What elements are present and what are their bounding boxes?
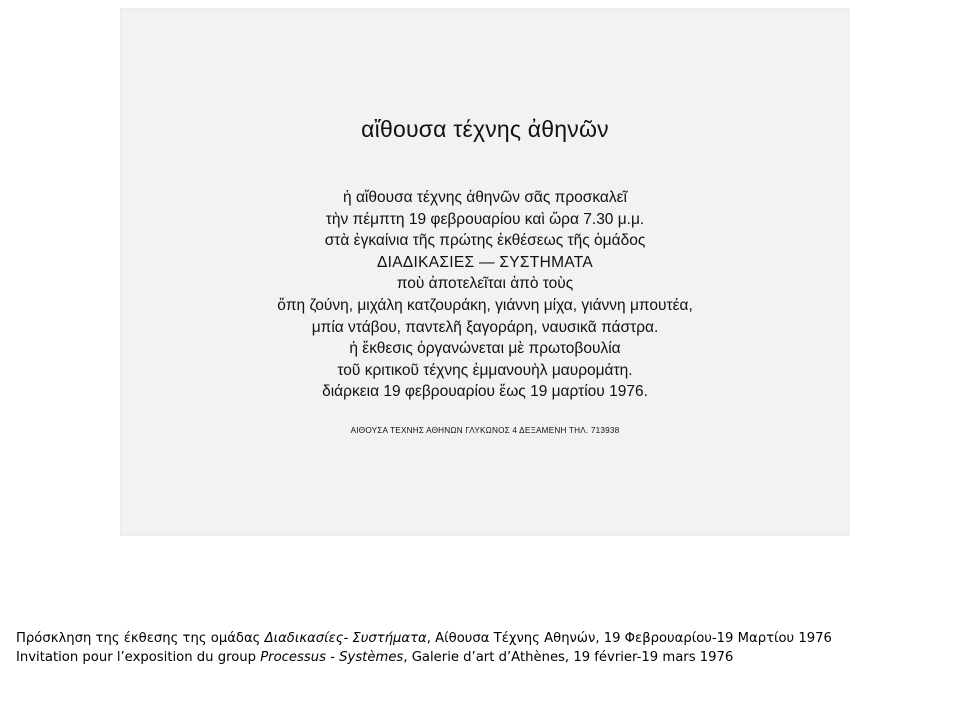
invitation-line: τοῦ κριτικοῦ τέχνης ἐμμανουὴλ μαυρομάτη. xyxy=(337,361,633,379)
invitation-line: ποὺ ἀποτελεῖται ἀπὸ τοὺς xyxy=(396,275,574,293)
caption-greek-suffix: , Αίθουσα Τέχνης Αθηνών, 19 Φεβρουαρίου-19 Μαρτίου 1976 xyxy=(426,631,832,646)
invitation-line: στὰ ἐγκαίνια τῆς πρώτης ἐκθέσεως τῆς ὁμάδος xyxy=(324,232,646,250)
gallery-address: ΑΙΘΟΥΣΑ ΤΕΧΝΗΣ ΑΘΗΝΩΝ ΓΛΥΚΩΝΟΣ 4 ΔΕΞΑΜΕΝΗ ΤΗΛ. 713938 xyxy=(350,426,620,435)
caption-greek-title: Διαδικασίες- Συστήματα xyxy=(264,631,427,646)
invitation-line: ἡ ἔκθεσις ὀργανώνεται μὲ πρωτοβουλία xyxy=(349,340,621,358)
caption-french-suffix: , Galerie d’art d’Athènes, 19 février-19 mars 1976 xyxy=(403,650,734,665)
caption-french-prefix: Invitation pour l’exposition du group xyxy=(16,650,261,665)
invitation-card xyxy=(120,8,850,536)
caption-greek xyxy=(16,629,946,648)
duration-line: διάρκεια 19 φεβρουαρίου ἕως 19 μαρτίου 1976. xyxy=(322,383,648,401)
caption-greek-prefix: Πρόσκληση της έκθεσης της ομάδας xyxy=(16,631,265,646)
invitation-line: ἡ αἴθουσα τέχνης ἀθηνῶν σᾶς προσκαλεῖ xyxy=(343,189,627,206)
invitation-line: τὴν πέμπτη 19 φεβρουαρίου καὶ ὥρα 7.30 μ.μ. xyxy=(325,210,645,228)
slide-caption xyxy=(16,629,946,667)
caption-french-title: Processus - Systèmes xyxy=(260,650,404,665)
artists-line: ὄπη ζούνη, μιχάλη κατζουράκη, γιάννη μίχα, γιάννη μπουτέα, xyxy=(277,296,693,314)
invitation-title: αἴθουσα τέχνης ἀθηνῶν xyxy=(361,116,609,142)
invitation-text xyxy=(120,187,850,403)
caption-french xyxy=(16,648,946,667)
artists-line: μπία ντάβου, παντελῆ ξαγοράρη, ναυσικᾶ πάστρα. xyxy=(311,318,659,336)
group-name: ΔΙΑΔΙΚΑΣΙΕΣ — ΣΥΣΤΗΜΑΤΑ xyxy=(376,253,594,271)
